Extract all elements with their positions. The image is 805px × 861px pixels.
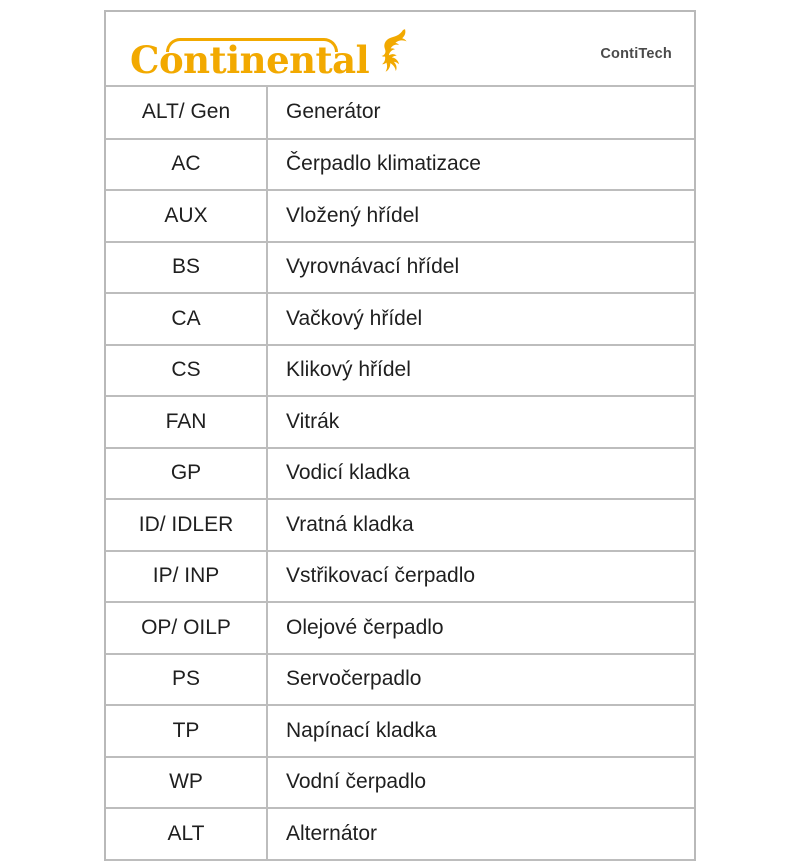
row-code: AUX — [106, 190, 267, 242]
row-description: Generátor — [267, 87, 694, 139]
row-description: Vstřikovací čerpadlo — [267, 551, 694, 603]
row-description: Vodicí kladka — [267, 448, 694, 500]
row-description: Alternátor — [267, 808, 694, 860]
continental-wordmark — [130, 38, 370, 82]
prancing-horse-icon — [373, 28, 413, 77]
row-code: CS — [106, 345, 267, 397]
row-code: BS — [106, 242, 267, 294]
row-description: Vačkový hřídel — [267, 293, 694, 345]
row-code: AC — [106, 139, 267, 191]
row-code: IP/ INP — [106, 551, 267, 603]
table-row — [106, 654, 694, 706]
row-description: Olejové čerpadlo — [267, 602, 694, 654]
row-description: Vitrák — [267, 396, 694, 448]
row-description: Vodní čerpadlo — [267, 757, 694, 809]
abbreviation-table-sheet — [104, 10, 696, 861]
table-row — [106, 190, 694, 242]
table-row — [106, 293, 694, 345]
table-row — [106, 242, 694, 294]
row-description: Klikový hřídel — [267, 345, 694, 397]
table-row — [106, 808, 694, 860]
table-row — [106, 345, 694, 397]
row-description: Vyrovnávací hřídel — [267, 242, 694, 294]
row-code: ALT — [106, 808, 267, 860]
abbreviation-table — [106, 87, 694, 861]
wordmark-arch-icon — [166, 38, 338, 52]
brand-header — [106, 12, 694, 87]
row-code: FAN — [106, 396, 267, 448]
row-description: Napínací kladka — [267, 705, 694, 757]
row-description: Servočerpadlo — [267, 654, 694, 706]
table-row — [106, 139, 694, 191]
row-code: ALT/ Gen — [106, 87, 267, 139]
row-code: OP/ OILP — [106, 602, 267, 654]
row-description: Vložený hřídel — [267, 190, 694, 242]
table-body — [106, 87, 694, 860]
row-code: WP — [106, 757, 267, 809]
continental-logo — [130, 28, 413, 82]
table-row — [106, 705, 694, 757]
row-code: PS — [106, 654, 267, 706]
row-code: GP — [106, 448, 267, 500]
row-code: ID/ IDLER — [106, 499, 267, 551]
table-row — [106, 499, 694, 551]
row-description: Vratná kladka — [267, 499, 694, 551]
table-row — [106, 602, 694, 654]
row-code: TP — [106, 705, 267, 757]
wordmark-text: Continental — [130, 38, 370, 82]
row-description: Čerpadlo klimatizace — [267, 139, 694, 191]
table-row — [106, 87, 694, 139]
row-code: CA — [106, 293, 267, 345]
table-row — [106, 551, 694, 603]
table-row — [106, 757, 694, 809]
contitech-subbrand: ContiTech — [600, 46, 672, 62]
table-row — [106, 448, 694, 500]
table-row — [106, 396, 694, 448]
